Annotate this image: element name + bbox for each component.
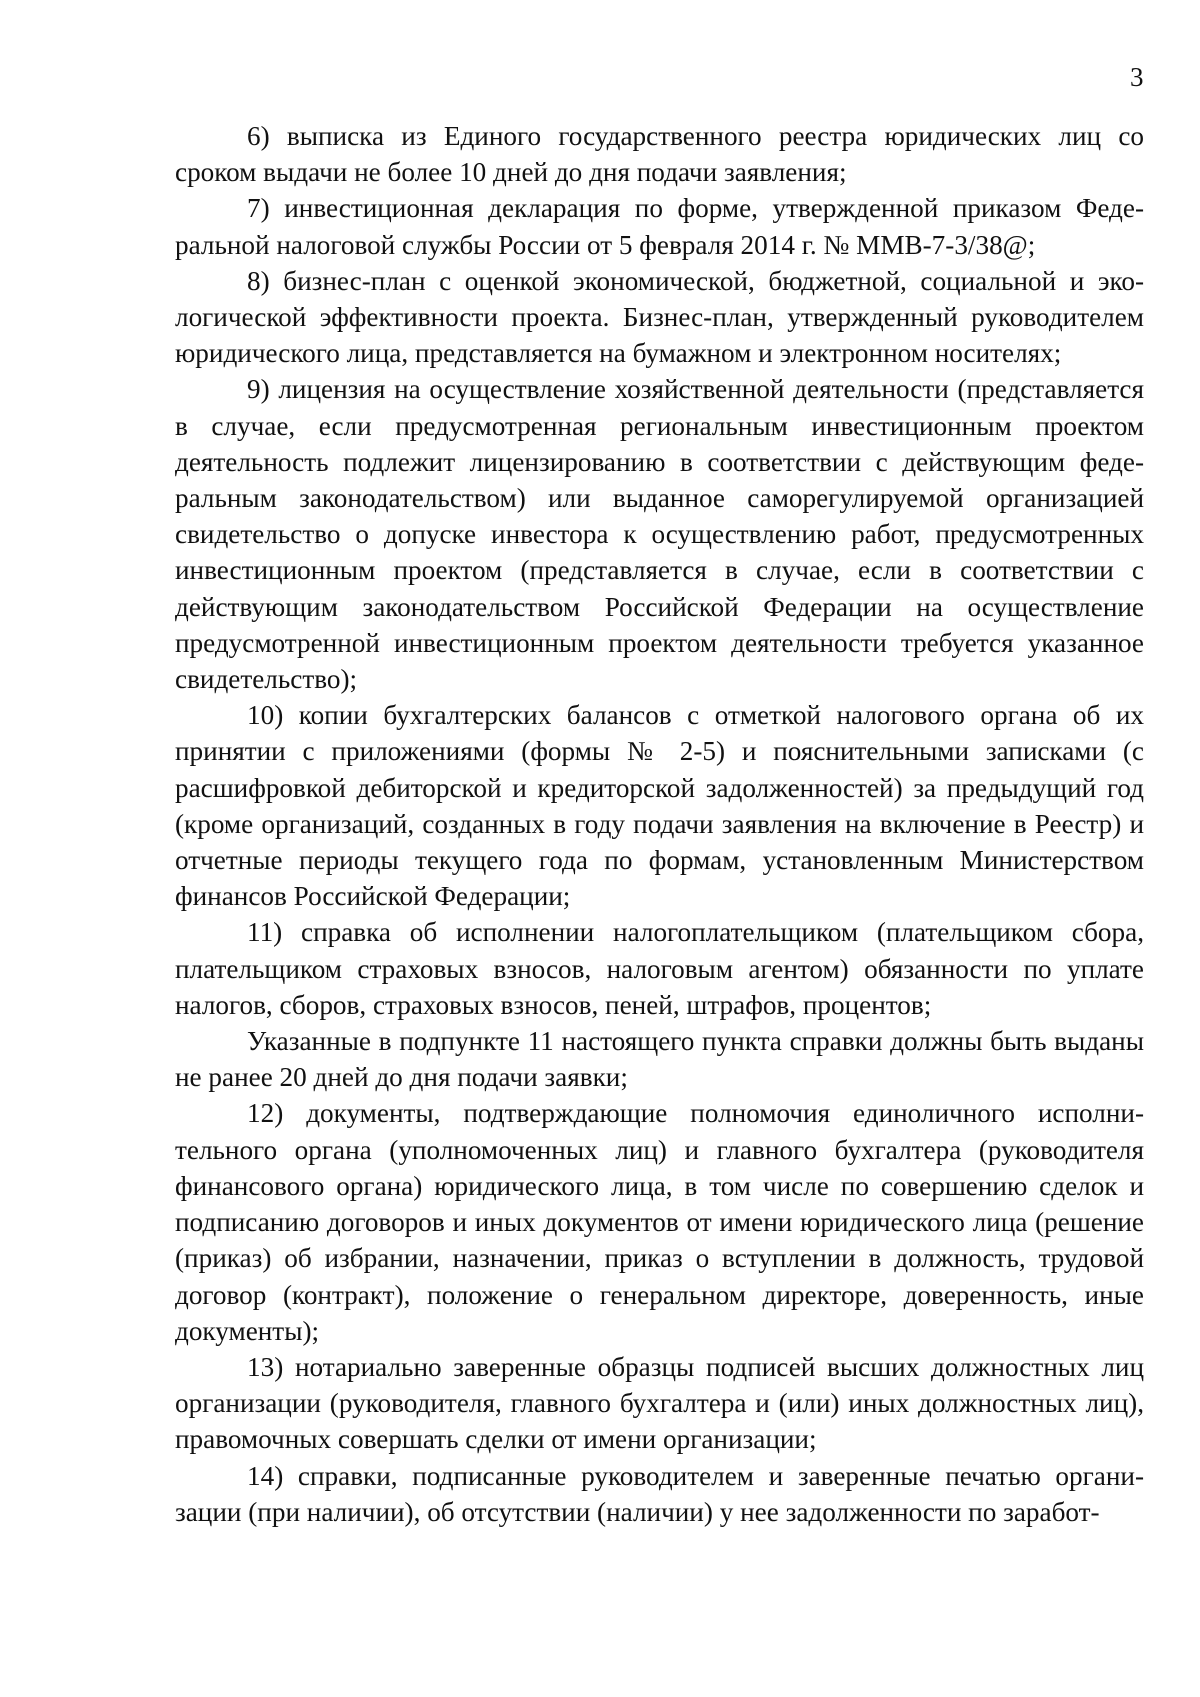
list-item-11: 11) справка об исполнении налогоплательщиком (плательщиком сбора, плательщиком страховых взносов, налоговым агентом) обязанности по уплате налогов, сборов, страховых взносов, пеней, штрафов, процентов; — [175, 917, 1144, 1020]
list-item-9: 9) лицензия на осуществление хозяйственной деятельности (представляется в случае, если предусмотренная региональным инвестиционным проектом деятельность подлежит лицензированию в соответствии с действующим федеральным законодательством) или выданное саморегулируемой организацией свидетельство о допуске инвестора к осуществлению работ, предусмотренных инвестиционным проектом (представляется в случае, если в соответствии с действующим законодательством Российской Федерации на осуществление предусмотренной инвестиционным проектом деятельности требуется указанное свидетельство); — [175, 374, 1144, 695]
list-item-10: 10) копии бухгалтерских балансов с отметкой налогового органа об их принятии с приложениями (формы № 2-5) и пояснительными записками (с расшифровкой дебиторской и кредиторской задолженностей) за предыдущий год (кроме организаций, созданных в году подачи заявления на включение в Реестр) и отчетные периоды текущего года по формам, установленным Министерством финансов Российской Федерации; — [175, 700, 1144, 912]
list-item-8: 8) бизнес-план с оценкой экономической, бюджетной, социальной и экологической эффективности проекта. Бизнес-план, утвержденный руководителем юридического лица, представляется на бумажном и электронном носителях; — [175, 265, 1144, 369]
list-item-7: 7) инвестиционная декларация по форме, утвержденной приказом Федеральной налоговой службы России от 5 февраля 2014 г. № ММВ-7-3/38@; — [175, 193, 1144, 260]
list-item-12: 12) документы, подтверждающие полномочия единоличного исполнительного органа (уполномоченных лиц) и главного бухгалтера (руководителя финансового органа) юридического лица, в том числе по совершению сделок и подписанию договоров и иных документов от имени юридического лица (решение (приказ) об избрании, назначении, приказ о вступлении в должность, трудовой договор (контракт), положение о генеральном директоре, доверенность, иные документы); — [175, 1098, 1144, 1346]
page-number: 3 — [1130, 62, 1144, 92]
list-item-13: 13) нотариально заверенные образцы подписей высших должностных лиц организации (руководителя, главного бухгалтера и (или) иных должностных лиц), правомочных совершать сделки от имени организации; — [175, 1351, 1144, 1455]
document-body — [175, 118, 1144, 1530]
note-paragraph: Указанные в подпункте 11 настоящего пункта справки должны быть выданы не ранее 20 дней до дня подачи заявки; — [175, 1026, 1144, 1093]
list-item-14: 14) справки, подписанные руководителем и заверенные печатью организации (при наличии), об отсутствии (наличии) у нее задолженности по заработ- — [175, 1460, 1144, 1527]
list-item-6: 6) выписка из Единого государственного реестра юридических лиц со сроком выдачи не более 10 дней до дня подачи заявления; — [175, 121, 1144, 188]
